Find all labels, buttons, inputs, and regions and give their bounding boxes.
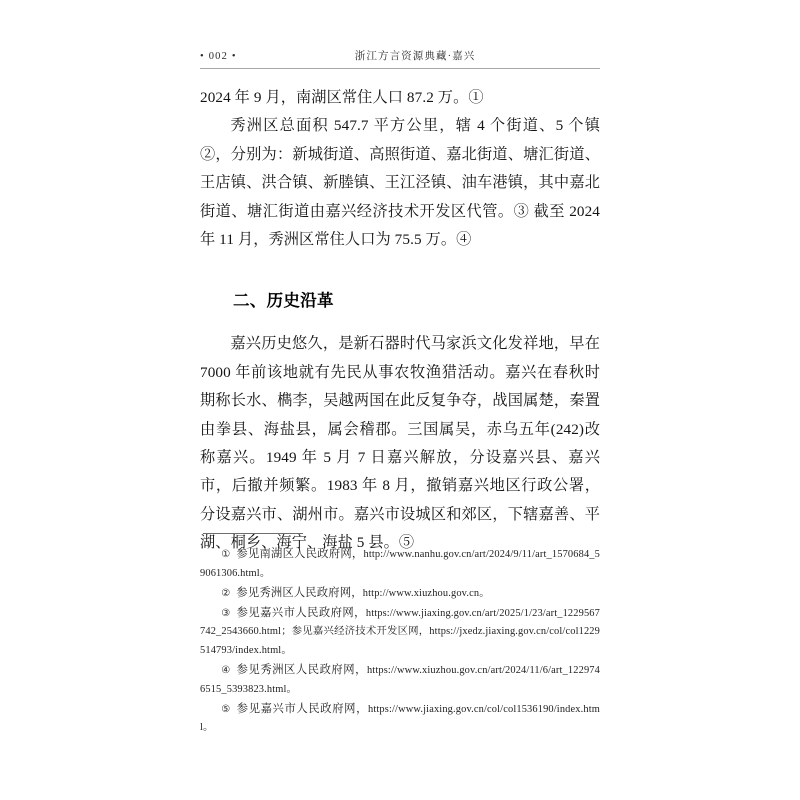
footnote-marker: ⑤ (221, 703, 231, 715)
paragraph-xiuzhou-district: 秀洲区总面积 547.7 平方公里，辖 4 个街道、5 个镇②，分别为：新城街道、高照街道、嘉北街道、塘汇街道、王店镇、洪合镇、新塍镇、王江泾镇、油车港镇，其中嘉北街道、塘汇街道由嘉兴经济技术开发区代管。③ 截至 2024 年 11 月，秀洲区常住人口为 75.5 万。④ (200, 117, 600, 249)
footnote-url: https://www.xiuzhou.gov.cn/art/2024/11/6/art_1229746515_5393823.html。 (200, 665, 600, 695)
footnote-item (200, 700, 600, 738)
footnote-source: 参见南湖区人民政府网， (236, 548, 364, 560)
paragraph-history: 嘉兴历史悠久，是新石器时代马家浜文化发祥地，早在 7000 年前该地就有先民从事农牧渔猎活动。嘉兴在春秋时期称长水、檇李，吴越两国在此反复争夺，战国属楚，秦置由拳县、海盐县，属会稽郡。三国属吴，赤乌五年(242)改称嘉兴。1949 年 5 月 7 日嘉兴解放，分设嘉兴县、嘉兴市，后撤并频繁。1983 年 8 月，撤销嘉兴地区行政公署，分设嘉兴市、湖州市。嘉兴市设城区和郊区，下辖嘉善、平湖、桐乡、海宁、海盐 5 县。⑤ (200, 335, 600, 552)
footnote-url: http://www.nanhu.gov.cn/art/2024/9/11/art_1570684_59061306.html。 (200, 549, 601, 579)
header-rule (200, 68, 600, 69)
footnote-url: https://www.jiaxing.gov.cn/art/2025/1/23/art_1229567742_2543660.html；参见嘉兴经济技术开发区网，https://jxedz.jiaxing.gov.cn/col/col1229514793/index.html。 (200, 607, 600, 656)
footnote-item (200, 584, 600, 604)
footnote-url: http://www.xiuzhou.gov.cn。 (362, 587, 490, 599)
footnote-source: 参见嘉兴市人民政府网， (236, 702, 369, 715)
footnote-item (200, 661, 600, 699)
footnote-list (200, 545, 600, 738)
running-head (200, 48, 600, 63)
footnote-source: 参见嘉兴市人民政府网， (236, 606, 366, 619)
footnote-marker: ② (221, 587, 231, 599)
footnote-source: 参见秀洲区人民政府网， (236, 586, 363, 599)
footnote-item (200, 545, 600, 583)
spacer (200, 314, 600, 330)
page-folio: • 002 • (200, 51, 237, 62)
paragraph-population-nanhu: 2024 年 9 月，南湖区常住人口 87.2 万。① (200, 89, 484, 106)
footnote-url: https://www.jiaxing.gov.cn/col/col1536190/index.html。 (200, 703, 601, 734)
footnote-marker: ③ (221, 607, 231, 619)
footnote-marker: ① (221, 549, 231, 560)
spacer (200, 254, 600, 288)
body-text (200, 84, 600, 558)
footnote-item (200, 604, 600, 661)
footnote-marker: ④ (221, 665, 231, 677)
footnote-separator (203, 533, 303, 534)
footnote-source: 参见秀洲区人民政府网， (236, 664, 367, 677)
book-title: 浙江方言资源典藏·嘉兴 (354, 51, 476, 62)
section-heading-history: 二、历史沿革 (233, 291, 334, 311)
